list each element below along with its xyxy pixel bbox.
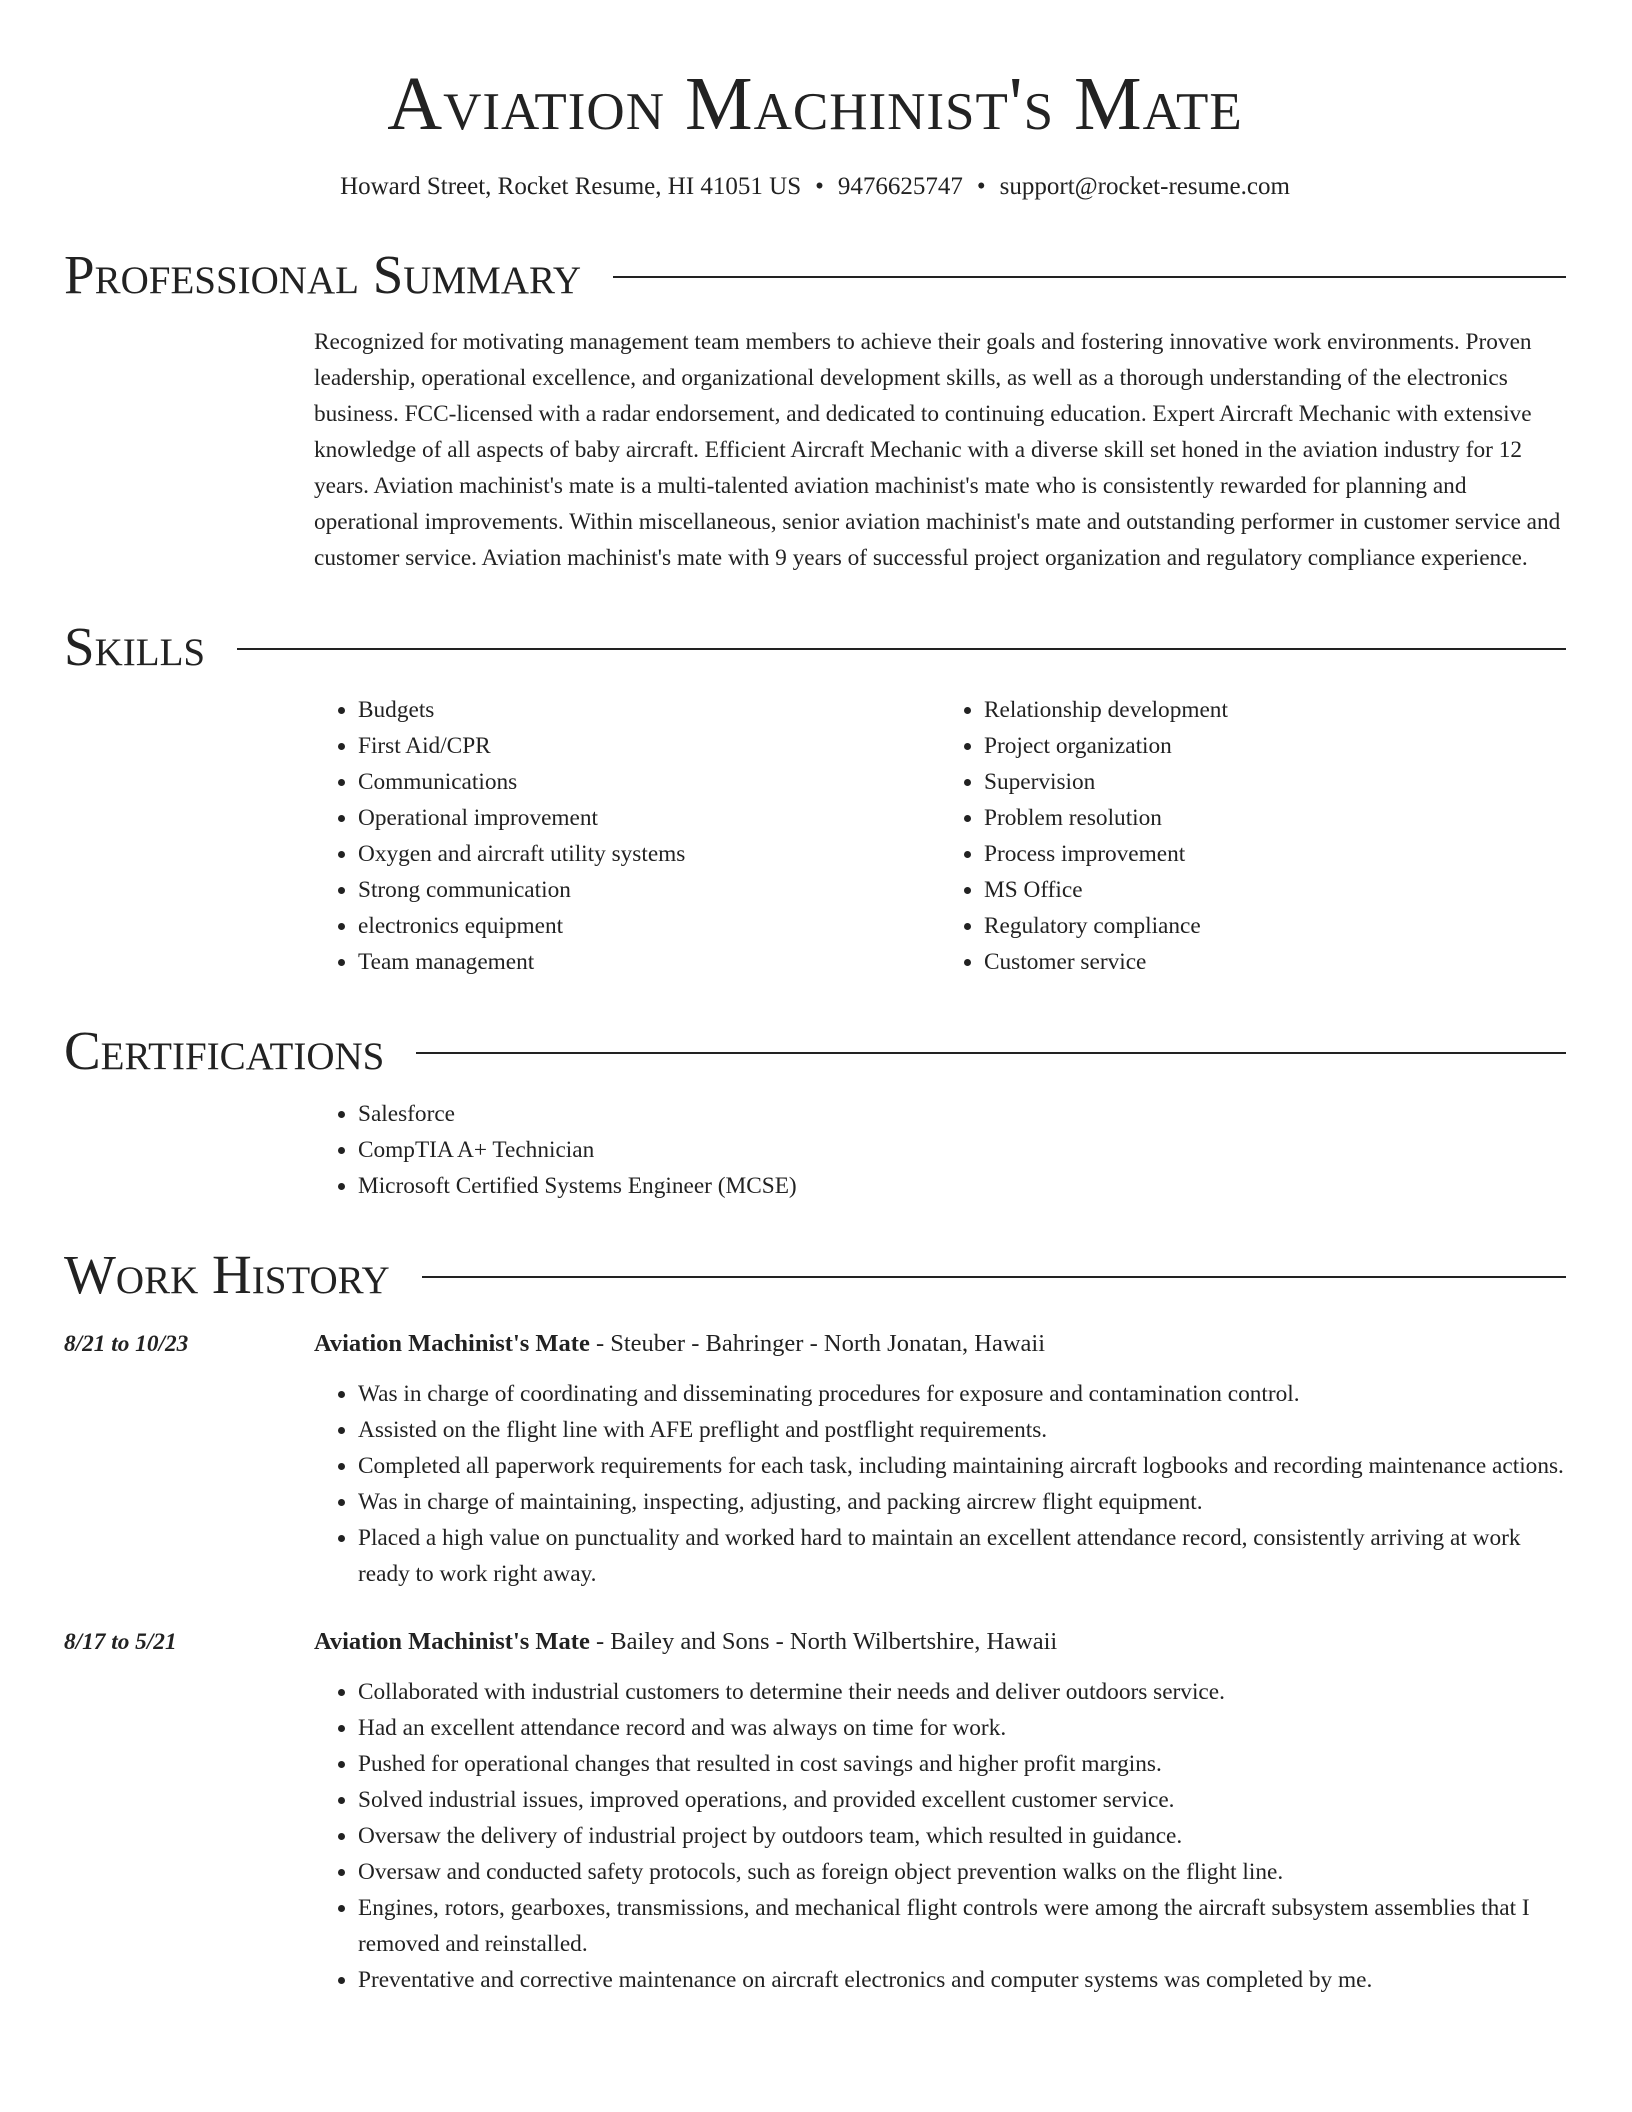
contact-line bbox=[64, 170, 1566, 204]
job-title: Aviation Machinist's Mate bbox=[314, 1330, 590, 1357]
contact-address: Howard Street, Rocket Resume, HI 41051 US bbox=[340, 173, 802, 200]
skills-column-right bbox=[940, 692, 1566, 980]
job-bullet: • Solved industrial issues, improved operations, and provided excellent customer service. bbox=[358, 1782, 1566, 1818]
skill-item: • Process improvement bbox=[984, 836, 1566, 872]
certifications-list bbox=[314, 1096, 1566, 1204]
job-bullet: • Assisted on the flight line with AFE preflight and postflight requirements. bbox=[358, 1412, 1566, 1448]
job-bullets bbox=[314, 1376, 1566, 1592]
skill-item: • Customer service bbox=[984, 944, 1566, 980]
certifications-heading: Certifications bbox=[64, 1020, 385, 1081]
section-divider bbox=[416, 1052, 1566, 1054]
skill-item: • First Aid/CPR bbox=[358, 728, 940, 764]
job-bullet: • Oversaw the delivery of industrial project by outdoors team, which resulted in guidance. bbox=[358, 1818, 1566, 1854]
skill-item: • Supervision bbox=[984, 764, 1566, 800]
skill-item: • Regulatory compliance bbox=[984, 908, 1566, 944]
skill-item: • Team management bbox=[358, 944, 940, 980]
contact-email[interactable]: support@rocket-resume.com bbox=[999, 173, 1290, 200]
job-company: - Steuber - Bahringer - North Jonatan, Hawaii bbox=[589, 1330, 1045, 1357]
job-bullet: • Pushed for operational changes that resulted in cost savings and higher profit margins. bbox=[358, 1746, 1566, 1782]
job-bullet: • Was in charge of maintaining, inspecting, adjusting, and packing aircrew flight equipment. bbox=[358, 1484, 1566, 1520]
certification-item: • Salesforce bbox=[358, 1096, 1566, 1132]
skill-item: • Problem resolution bbox=[984, 800, 1566, 836]
skill-item: • electronics equipment bbox=[358, 908, 940, 944]
summary-section-header bbox=[64, 244, 1566, 306]
contact-phone: 9476625747 bbox=[837, 173, 963, 200]
work-section-header bbox=[64, 1244, 1566, 1306]
section-divider bbox=[422, 1276, 1566, 1278]
job-company: - Bailey and Sons - North Wilbertshire, Hawaii bbox=[589, 1628, 1058, 1655]
contact-separator: • bbox=[976, 173, 986, 200]
job-bullet: • Placed a high value on punctuality and worked hard to maintain an excellent attendance record, consistently arriving at work ready to work right away. bbox=[358, 1520, 1566, 1592]
job-dates: 8/17 to 5/21 bbox=[64, 1629, 177, 1655]
skill-item: • Strong communication bbox=[358, 872, 940, 908]
skills-heading: Skills bbox=[64, 616, 206, 677]
job-bullet: • Collaborated with industrial customers to determine their needs and deliver outdoors service. bbox=[358, 1674, 1566, 1710]
job-entry bbox=[64, 1624, 1566, 1998]
job-entry bbox=[64, 1326, 1566, 1592]
skill-item: • Budgets bbox=[358, 692, 940, 728]
job-bullet: • Oversaw and conducted safety protocols, such as foreign object prevention walks on the flight line. bbox=[358, 1854, 1566, 1890]
skills-section-header bbox=[64, 616, 1566, 678]
job-title: Aviation Machinist's Mate bbox=[314, 1628, 590, 1655]
certifications-section-header bbox=[64, 1020, 1566, 1082]
certification-item: • Microsoft Certified Systems Engineer (MCSE) bbox=[358, 1168, 1566, 1204]
certification-item: • CompTIA A+ Technician bbox=[358, 1132, 1566, 1168]
job-details bbox=[314, 1326, 1566, 1592]
job-title-line bbox=[314, 1624, 1566, 1660]
skill-item: • MS Office bbox=[984, 872, 1566, 908]
skills-column-left bbox=[314, 692, 940, 980]
job-title-line bbox=[314, 1326, 1566, 1362]
job-bullet: • Preventative and corrective maintenance on aircraft electronics and computer systems was completed by me. bbox=[358, 1962, 1566, 1998]
summary-heading: Professional Summary bbox=[64, 244, 582, 305]
job-bullet: • Engines, rotors, gearboxes, transmissions, and mechanical flight controls were among the aircraft subsystem assemblies that I removed and reinstalled. bbox=[358, 1890, 1566, 1962]
skill-item: • Operational improvement bbox=[358, 800, 940, 836]
section-divider bbox=[613, 276, 1566, 278]
job-bullets bbox=[314, 1674, 1566, 1998]
job-bullet: • Was in charge of coordinating and disseminating procedures for exposure and contamination control. bbox=[358, 1376, 1566, 1412]
skill-item: • Communications bbox=[358, 764, 940, 800]
skill-item: • Project organization bbox=[984, 728, 1566, 764]
section-divider bbox=[237, 648, 1566, 650]
work-heading: Work History bbox=[64, 1244, 390, 1305]
skill-item: • Relationship development bbox=[984, 692, 1566, 728]
skills-list bbox=[314, 692, 1566, 980]
job-bullet: • Completed all paperwork requirements for each task, including maintaining aircraft logbooks and recording maintenance actions. bbox=[358, 1448, 1566, 1484]
contact-separator: • bbox=[815, 173, 824, 200]
summary-text: Recognized for motivating management team members to achieve their goals and fostering innovative work environments. Proven leadership, operational excellence, and organizational development skills, as well as a thorough understanding of the electronics business. FCC-licensed with a radar endorsement, and dedicated to continuing education. Expert Aircraft Mechanic with extensive knowledge of all aspects of baby aircraft. Efficient Aircraft Mechanic with a diverse skill set honed in the aviation industry for 12 years. Aviation machinist's mate is a multi-talented aviation machinist's mate who is consistently rewarded for planning and operational improvements. Within miscellaneous, senior aviation machinist's mate and outstanding performer in customer service and customer service. Aviation machinist's mate with 9 years of successful project organization and regulatory compliance experience. bbox=[314, 329, 1561, 571]
job-dates: 8/21 to 10/23 bbox=[64, 1331, 189, 1357]
skill-item: • Oxygen and aircraft utility systems bbox=[358, 836, 940, 872]
resume-title: Aviation Machinist's Mate bbox=[387, 62, 1243, 146]
job-bullet: • Had an excellent attendance record and was always on time for work. bbox=[358, 1710, 1566, 1746]
job-details bbox=[314, 1624, 1566, 1998]
